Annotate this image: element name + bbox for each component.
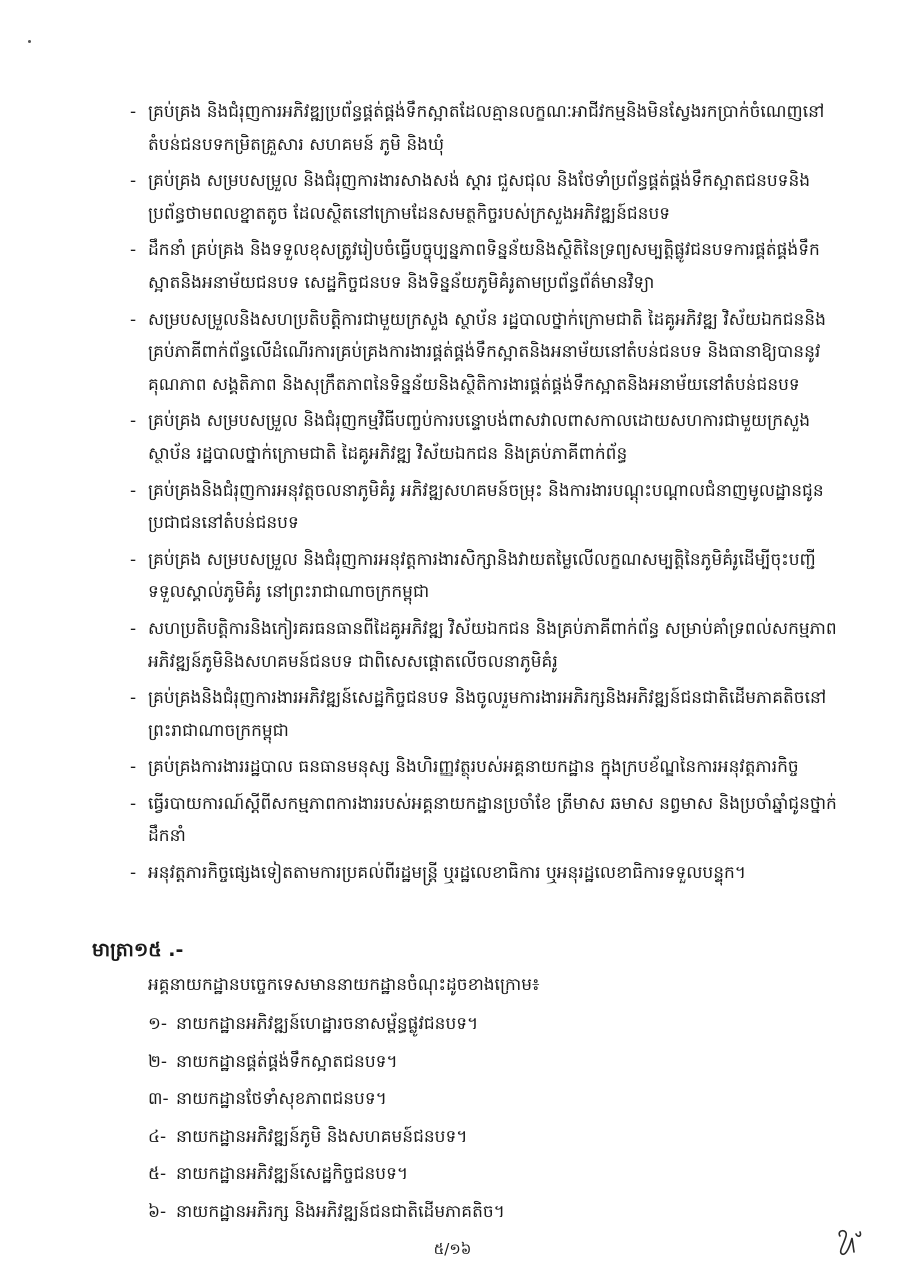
list-item [130,544,845,609]
department-number: ២- [148,1051,168,1072]
list-item-text: គ្រប់គ្រងការងាររដ្ឋបាល ធនធានមនុស្ស និងហិរញ្ញវត្ថុរបស់អគ្គនាយកដ្ឋាន ក្នុងក្របខ័ណ្ឌនៃការអនុវត្តភារកិច្ច [148,757,799,778]
list-item [130,475,845,540]
bullet-marker: - [130,863,137,884]
department-list [148,1008,505,1233]
list-item-text: គ្រប់គ្រង សម្របសម្រួល និងជំរុញការអនុវត្តការងារសិក្សានិងវាយតម្លៃលើលក្ខណសម្បត្តិនៃភូមិគំរូដើម្បីចុះបញ្ជីទទួលស្គាល់ភូមិគំរូ នៅព្រះរាជាណាចក្រកម្ពុជា [148,549,816,603]
list-item [148,1008,505,1040]
list-item [148,1046,505,1078]
list-item [130,788,845,853]
bullet-marker: - [130,411,137,432]
article-intro: អគ្គនាយកដ្ឋានបច្ចេកទេសមាននាយកដ្ឋានចំណុះដូចខាងក្រោម៖ [148,975,540,995]
department-name: នាយកដ្ឋានអភិវឌ្ឍន៍ភូមិ និងសហគមន៍ជនបទ។ [176,1126,468,1147]
bullet-marker: - [130,793,137,814]
list-item [130,751,845,784]
list-item [130,96,845,161]
list-item [148,1121,505,1153]
list-item-text: អនុវត្តភារកិច្ចផ្សេងទៀតតាមការប្រគល់ពីរដ្ឋមន្ត្រី ឬរដ្ឋលេខាធិការ ឬអនុរដ្ឋលេខាធិការទទួលបន្ទុក។ [148,863,747,884]
bullet-marker: - [130,549,137,570]
scan-speck [28,40,31,43]
department-number: ១- [148,1014,168,1034]
bullet-marker: - [130,480,137,501]
list-item [130,682,845,747]
list-item-text: គ្រប់គ្រង សម្របសម្រួល និងជំរុញកម្មវិធីបញ្ចប់ការបន្ទោបង់ពាសវាលពាសកាលដោយសហការជាមួយក្រសួង ស្ថាប័ន រដ្ឋបាលថ្នាក់ក្រោមជាតិ ដៃគូអភិវឌ្ឍ វិស័យឯកជន និងគ្រប់ភាគីពាក់ព័ន្ធ [148,411,811,464]
bullet-marker: - [130,171,137,192]
department-name: នាយកដ្ឋានផ្គត់ផ្គង់ទឹកស្អាតជនបទ។ [176,1051,398,1072]
department-name: នាយកដ្ឋានថែទាំសុខភាពជនបទ។ [176,1089,387,1109]
department-number: ៦- [148,1201,167,1222]
list-item [130,304,845,402]
list-item [130,234,845,299]
list-item [148,1083,505,1115]
list-item-text: សហប្រតិបត្តិការនិងកៀរគរធនធានពីដៃគូអភិវឌ្ឍ វិស័យឯកជន និងគ្រប់ភាគីពាក់ព័ន្ធ សម្រាប់គាំទ្រពល់សកម្មភាពអភិវឌ្ឍន៍ភូមិនិងសហគមន៍ជនបទ ជាពិសេសផ្តោតលើចលនាភូមិគំរូ [148,618,837,672]
list-item [130,857,845,890]
bullet-marker: - [130,757,137,778]
bullet-marker: - [130,688,137,709]
list-item-text: ធ្វើរបាយការណ៍ស្តីពីសកម្មភាពការងាររបស់អគ្គនាយកដ្ឋានប្រចាំខែ ត្រីមាស ឆមាស នព្វមាស និងប្រចាំឆ្នាំជូនថ្នាក់ដឹកនាំ [148,793,837,847]
department-name: នាយកដ្ឋានអភិរក្ស និងអភិវឌ្ឍន៍ជនជាតិដើមភាគតិច។ [176,1201,505,1222]
bullet-marker: - [130,309,137,330]
list-item-text: គ្រប់គ្រង សម្របសម្រួល និងជំរុញការងារសាងសង់ ស្តារ ជួសជុល និងថែទាំប្រព័ន្ធផ្គត់ផ្គង់ទឹកស្អាតជនបទនិងប្រព័ន្ធថាមពលខ្នាតតូច ដែលស្ថិតនៅក្រោមដែនសមត្ថកិច្ចរបស់ក្រសួងអភិវឌ្ឍន៍ជនបទ [148,171,811,224]
article-heading: មាត្រា១៥ .- [92,939,184,961]
department-name: នាយកដ្ឋានអភិវឌ្ឍន៍សេដ្ឋកិច្ចជនបទ។ [176,1164,409,1184]
bullet-marker: - [130,102,137,122]
list-item-text: គ្រប់គ្រង និងជំរុញការអភិវឌ្ឍប្រព័ន្ធផ្គត់ផ្គង់ទឹកស្អាតដែលគ្មានលក្ខណៈអាជីវកម្មនិងមិនស្វែងរកប្រាក់ចំណេញនៅតំបន់ជនបទកម្រិតគ្រួសារ សហគមន៍ ភូមិ និងឃុំ [148,102,825,155]
responsibilities-list [130,96,845,894]
list-item [148,1196,505,1228]
bullet-marker: - [130,618,137,639]
list-item-text: គ្រប់គ្រងនិងជំរុញការងារអភិវឌ្ឍន៍សេដ្ឋកិច្ចជនបទ និងចូលរួមការងារអភិរក្សនិងអភិវឌ្ឍន៍ជនជាតិដើមភាគតិចនៅព្រះរាជាណាចក្រកម្ពុជា [148,688,827,741]
list-item-text: គ្រប់គ្រងនិងជំរុញការអនុវត្តចលនាភូមិគំរូ អភិវឌ្ឍសហគមន៍ចម្រុះ និងការងារបណ្តុះបណ្តាលជំនាញមូលដ្ឋានជូនប្រជាជននៅតំបន់ជនបទ [148,480,824,534]
list-item [130,405,845,470]
list-item-text: សម្របសម្រួលនិងសហប្រតិបត្តិការជាមួយក្រសួង ស្ថាប័ន រដ្ឋបាលថ្នាក់ក្រោមជាតិ ដៃគូអភិវឌ្ឍ វិស័យឯកជននិងគ្រប់ភាគីពាក់ព័ន្ធលើដំណើរការគ្រប់គ្រងការងារផ្គត់ផ្គង់ទឹកស្អាតនិងអនាម័យនៅតំបន់ជនបទ និងធានាឱ្យបាននូវគុណភាព សង្គតិភាព និងសុក្រឹតភាពនៃទិន្នន័យនិងស្ថិតិការងារផ្គត់ផ្គង់ទឹកស្អាតនិងអនាម័យនៅតំបន់ជនបទ [148,309,826,395]
list-item-text: ដឹកនាំ គ្រប់គ្រង និងទទួលខុសត្រូវរៀបចំធ្វើបច្ចុប្បន្នភាពទិន្នន័យនិងស្ថិតិនៃទ្រព្យសម្បត្តិផ្លូវជនបទការផ្គត់ផ្គង់ទឹកស្អាតនិងអនាម័យជនបទ សេដ្ឋកិច្ចជនបទ និងទិន្នន័យភូមិគំរូតាមប្រព័ន្ធព័ត៌មានវិទ្យា [148,240,820,293]
handwritten-initial-icon [828,1222,868,1262]
list-item [148,1158,505,1190]
list-item [130,165,845,230]
page-number: ៥/១៦ [433,1240,472,1258]
department-number: ៣- [148,1089,169,1109]
department-number: ៤- [148,1126,167,1147]
department-name: នាយកដ្ឋានអភិវឌ្ឍន៍ហេដ្ឋារចនាសម្ព័ន្ធផ្លូវជនបទ។ [176,1014,479,1034]
bullet-marker: - [130,240,137,261]
department-number: ៥- [148,1164,167,1184]
list-item [130,613,845,678]
